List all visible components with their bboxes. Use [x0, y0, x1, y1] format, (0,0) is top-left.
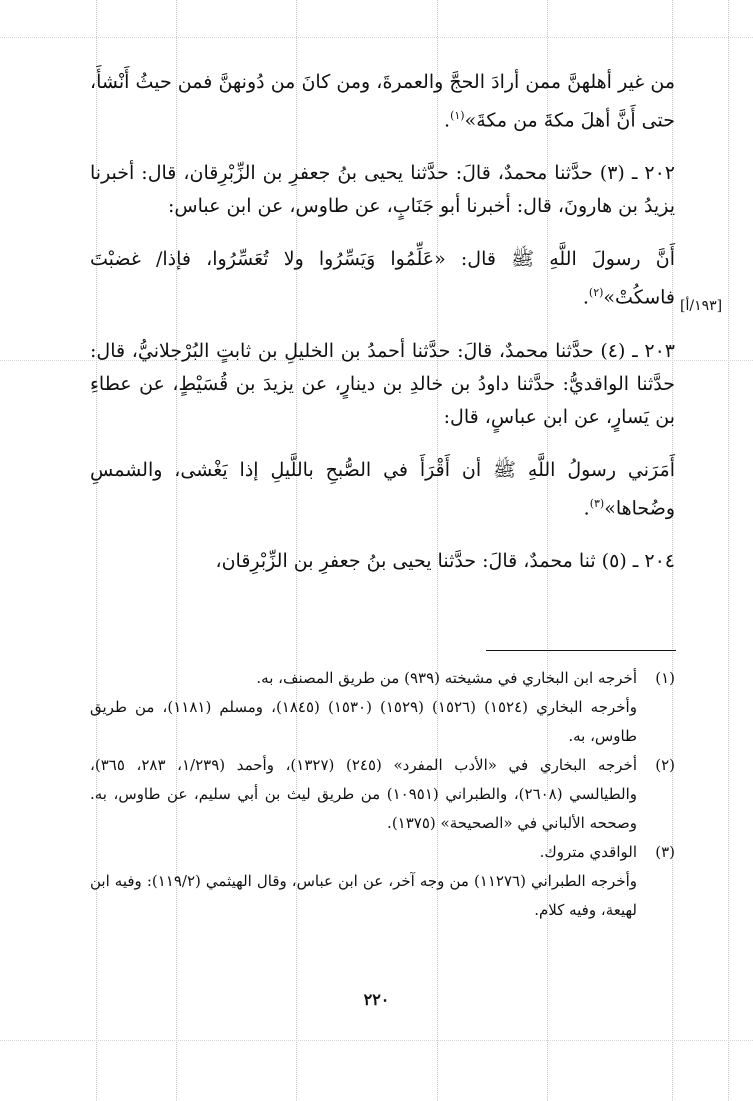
footnote-line: الواقدي متروك.	[539, 843, 637, 861]
footnote-line: أخرجه البخاري في «الأدب المفرد» (٢٤٥) (١٣٢٧)، وأحمد (١/٢٣٩، ٢٨٣، ٣٦٥)، والطيالسي (٢٦٠٨)، والطبراني (١٠٩٥١) من طريق ليث بن أبي سليم، عن طاوس، به. وصححه الألباني في «الصحيحة» (١٣٧٥).	[90, 756, 638, 832]
hadith-matn: أَمَرَني رسولُ اللَّهِ ﷺ أن أَقْرَأَ في الصُّبحِ باللَّيلِ إذا يَغْشى، والشمسِ وضُحاها»$^{(٣)}$.	[90, 458, 675, 519]
footnote	[90, 838, 675, 925]
footnote-number: (١)	[655, 669, 675, 687]
hadith-matn: أَنَّ رسولَ اللَّهِ ﷺ قال: «عَلِّمُوا وَيَسِّرُوا ولا تُعَسِّرُوا، فإذا/ غضبْتَ فاسكُتْ»$^{(٢)}$.	[90, 248, 675, 309]
footnote	[90, 751, 675, 838]
footnotes	[90, 664, 675, 925]
footnote-number: (٢)	[655, 756, 675, 774]
footnote-line: أخرجه ابن البخاري في مشيخته (٩٣٩) من طريق المصنف، به.	[256, 669, 637, 687]
page-number: ٢٢٠	[363, 990, 390, 1009]
hadith-isnad	[90, 157, 675, 223]
guide-line	[0, 37, 753, 38]
paragraph-text: من غير أهلهنَّ ممن أرادَ الحجَّ والعمرةَ، ومن كانَ من دُونهنَّ فمن حيثُ أَنْشأَ، حتى أَنَّ أهلَ مكةَ من مكةَ»	[90, 71, 675, 132]
paragraph-text: ٢٠٤ ـ (٥) ثنا محمدٌ، قالَ: حدَّثنا يحيى بنُ جعفرِ بن الزِّبْرِقان،	[215, 549, 675, 572]
footnote-marker: (١)	[450, 109, 465, 122]
guide-line	[728, 0, 729, 1101]
paragraph-text: ٢٠٢ ـ (٣) حدَّثنا محمدٌ، قالَ: حدَّثنا يحيى بنُ جعفرِ بن الزِّبْرِقان، قال: أخبرنا يزيدُ بن هارونَ، قال: أخبرنا أبو جَنَابٍ، عن طاوس، عن ابن عباس:	[90, 162, 675, 218]
footnote-line: وأخرجه البخاري (١٥٢٤) (١٥٢٦) (١٥٢٩) (١٥٣٠) (١٨٤٥)، ومسلم (١١٨١)، من طريق طاوس، به.	[90, 698, 637, 745]
paragraph-text: أَنَّ رسولَ اللَّهِ ﷺ قال: «عَلِّمُوا وَيَسِّرُوا ولا تُعَسِّرُوا، فإذا/ غضبْتَ فاسكُتْ»	[90, 248, 675, 309]
footnote-marker: (٣)	[589, 496, 605, 510]
footnote-line: وأخرجه الطبراني (١١٢٧٦) من وجه آخر، عن ابن عباس، وقال الهيثمي (١١٩/٢): وفيه ابن لهيعة، وفيه كلام.	[90, 872, 637, 919]
paragraph-text: ٢٠٣ ـ (٤) حدَّثنا محمدٌ، قالَ: حدَّثنا أحمدُ بن الخليلِ بن ثابتٍ البُرْجلانيُّ، قال: حدَّثنا الواقديُّ: حدَّثنا داودُ بن خالدِ بن دينارٍ، عن يزيدَ بن قُسَيْطٍ، عن عطاءِ بن يَسارٍ، عن ابن عباسٍ، قال:	[90, 339, 675, 428]
paragraph-text: أَمَرَني رسولُ اللَّهِ ﷺ أن أَقْرَأَ في الصُّبحِ باللَّيلِ إذا يَغْشى، والشمسِ وضُحاها»	[90, 458, 675, 519]
footnote-number: (٣)	[655, 843, 675, 861]
footnote-marker: (٢)	[588, 286, 604, 300]
footnote	[90, 664, 675, 751]
footnote-separator	[486, 650, 676, 651]
hadith-isnad	[90, 335, 675, 434]
guide-line	[0, 1040, 753, 1041]
manuscript-folio-ref: [١٩٣/أ]	[680, 298, 723, 314]
hadith-isnad	[90, 545, 675, 578]
main-text	[90, 66, 675, 598]
paragraph: من غير أهلهنَّ ممن أرادَ الحجَّ والعمرةَ، ومن كانَ من دُونهنَّ فمن حيثُ أَنْشأَ، حتى أَنَّ أهلَ مكةَ من مكةَ»$^{(١)}$.	[90, 71, 675, 132]
